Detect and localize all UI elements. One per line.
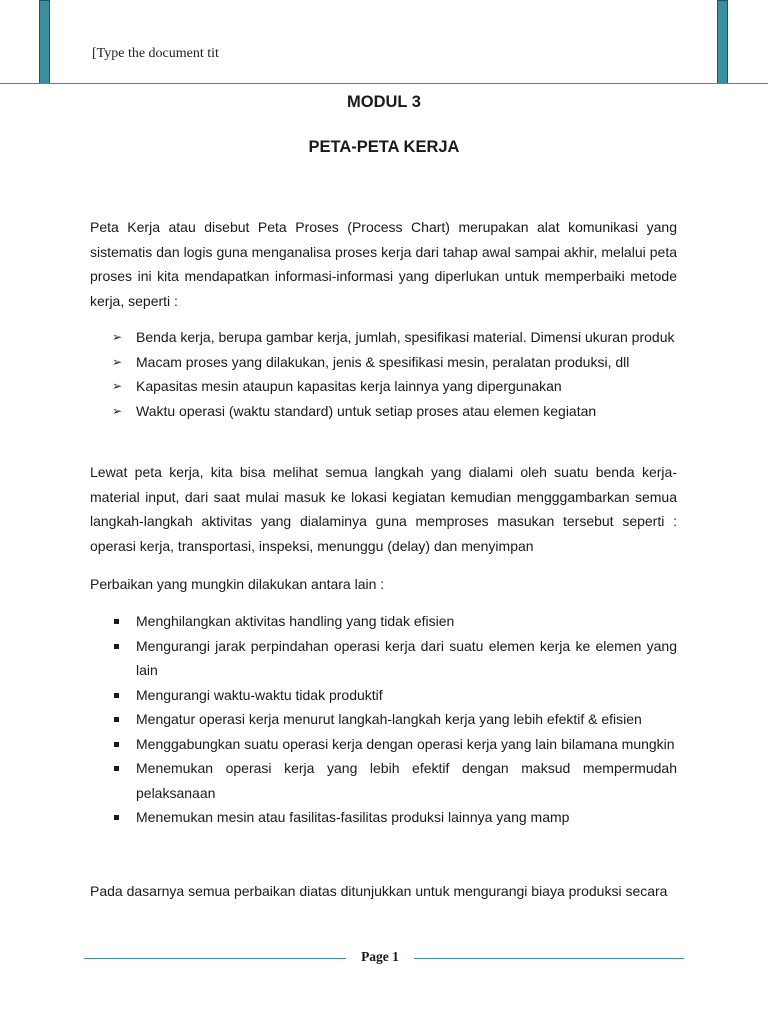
square-bullet-icon <box>114 717 119 722</box>
header-divider <box>0 83 768 84</box>
square-bullet-list <box>90 609 677 830</box>
square-bullet-icon <box>114 742 119 747</box>
list-item: ➢ Kapasitas mesin ataupun kapasitas kerja lainnya yang dipergunakan <box>90 374 677 399</box>
header-document-title[interactable]: [Type the document tit <box>92 46 219 61</box>
square-bullet-icon <box>114 766 119 771</box>
arrow-bullet-icon: ➢ <box>112 403 123 418</box>
arrow-bullet-icon: ➢ <box>112 379 123 393</box>
chapter-title: PETA-PETA KERJA <box>308 138 460 156</box>
page-number-label: Page 1 <box>361 949 399 964</box>
list-item: Mengurangi jarak perpindahan operasi kerja dari suatu elemen kerja ke elemen yang lain <box>90 634 677 683</box>
list-item: Mengurangi waktu-waktu tidak produktif <box>90 683 677 708</box>
body-paragraph-2: Lewat peta kerja, kita bisa melihat semua langkah yang dialami oleh suatu benda kerja-material input, dari saat mulai masuk ke lokasi kegiatan kemudian mengggambarkan semua langkah-langkah aktivitas yang dialaminya guna memproses masukan tersebut seperti : operasi kerja, transportasi, inspeksi, menunggu (delay) dan menyimpan <box>90 464 677 554</box>
square-bullet-icon <box>114 619 119 624</box>
list-item: ➢ Macam proses yang dilakukan, jenis & spesifikasi mesin, peralatan produksi, dll <box>90 350 677 375</box>
list-item: Menemukan mesin atau fasilitas-fasilitas produksi lainnya yang mamp <box>90 805 677 830</box>
arrow-bullet-icon: ➢ <box>112 354 123 369</box>
list-item: Menghilangkan aktivitas handling yang tidak efisien <box>90 609 677 634</box>
square-bullet-icon <box>114 644 119 649</box>
header-left-accent-bar <box>39 0 50 84</box>
body-paragraph-3: Perbaikan yang mungkin dilakukan antara lain : <box>90 576 385 592</box>
module-title: MODUL 3 <box>347 93 421 111</box>
arrow-bullet-list <box>90 325 677 423</box>
intro-paragraph: Peta Kerja atau disebut Peta Proses (Process Chart) merupakan alat komunikasi yang sistematis dan logis guna menganalisa proses kerja dari tahap awal sampai akhir, melalui peta proses ini kita mendapatkan informasi-informasi yang diperlukan untuk memperbaiki metode kerja, seperti : <box>90 219 677 309</box>
list-item: Menggabungkan suatu operasi kerja dengan operasi kerja yang lain bilamana mungkin <box>90 732 677 757</box>
footer-left-rule <box>84 958 346 959</box>
body-paragraph-4: Pada dasarnya semua perbaikan diatas ditunjukkan untuk mengurangi biaya produksi secara <box>90 883 668 899</box>
arrow-bullet-icon: ➢ <box>112 330 123 344</box>
square-bullet-icon <box>114 693 119 698</box>
square-bullet-icon <box>114 815 119 820</box>
list-item: ➢ Waktu operasi (waktu standard) untuk setiap proses atau elemen kegiatan <box>90 399 677 424</box>
list-item: Mengatur operasi kerja menurut langkah-langkah kerja yang lebih efektif & efisien <box>90 707 677 732</box>
header-right-accent-bar <box>717 0 728 84</box>
footer-right-rule <box>414 958 684 959</box>
list-item: Menemukan operasi kerja yang lebih efektif dengan maksud mempermudah pelaksanaan <box>90 756 677 805</box>
list-item: ➢ Benda kerja, berupa gambar kerja, jumlah, spesifikasi material. Dimensi ukuran produk <box>90 325 677 350</box>
